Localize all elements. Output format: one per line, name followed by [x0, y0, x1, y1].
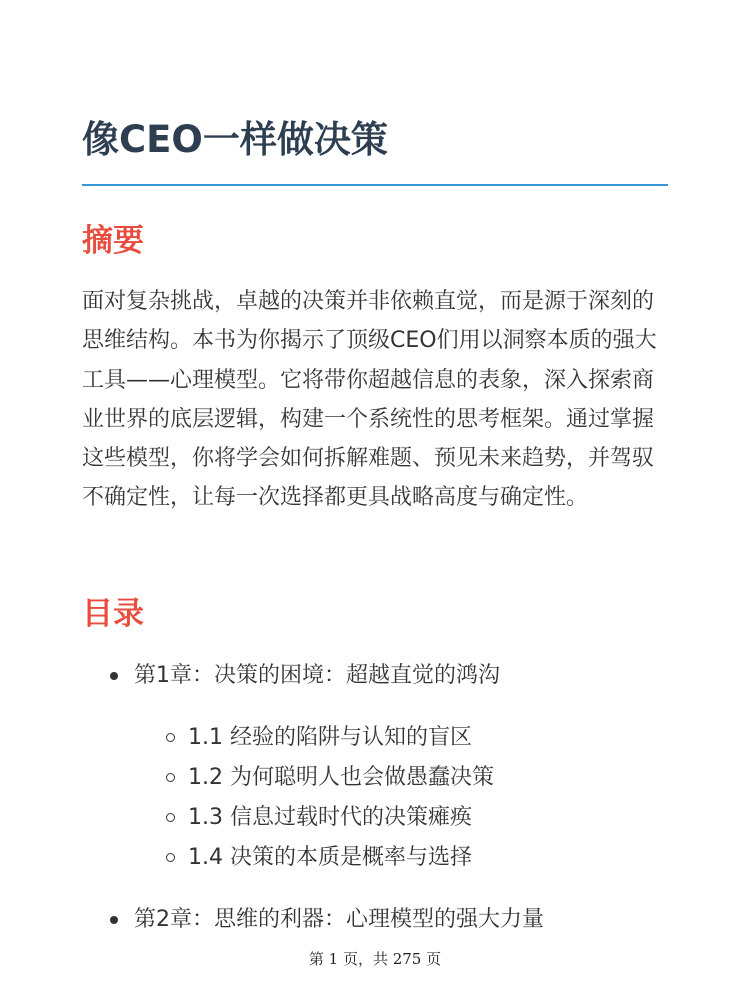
toc-chapter-label: 第1章：决策的困境：超越直觉的鸿沟 [134, 663, 500, 688]
filled-bullet-icon [110, 672, 118, 680]
toc-heading: 目录 [82, 596, 144, 632]
abstract-paragraph: 面对复杂挑战，卓越的决策并非依赖直觉，而是源于深刻的思维结构。本书为你揭示了顶级CEO们用以洞察本质的强大工具——心理模型。它将带你超越信息的表象，深入探索商业世界的底层逻辑，构建一个系统性的思考框架。通过掌握这些模型，你将学会如何拆解难题、预见未来趋势，并驾驭不确定性，让每一次选择都更具战略高度与确定性。 [82, 289, 657, 511]
toc-section-1-2[interactable]: 1.2 为何聪明人也会做愚蠢决策 [134, 758, 682, 798]
toc-section-1-3[interactable]: 1.3 信息过载时代的决策瘫痪 [134, 798, 682, 838]
page-number: 第 1 页，共 275 页 [308, 950, 442, 968]
book-title: 像CEO一样做决策 [82, 118, 388, 161]
toc-chapter-label: 第2章：思维的利器：心理模型的强大力量 [134, 907, 544, 932]
toc-chapter-2[interactable] [82, 900, 682, 940]
abstract-heading: 摘要 [82, 223, 144, 259]
filled-bullet-icon [110, 916, 118, 924]
title-divider [82, 184, 668, 186]
toc-chapter-1-sections [134, 718, 682, 878]
table-of-contents [82, 656, 682, 940]
toc-chapter-1[interactable] [82, 656, 682, 878]
toc-section-1-4[interactable]: 1.4 决策的本质是概率与选择 [134, 838, 682, 878]
toc-section-1-1[interactable]: 1.1 经验的陷阱与认知的盲区 [134, 718, 682, 758]
